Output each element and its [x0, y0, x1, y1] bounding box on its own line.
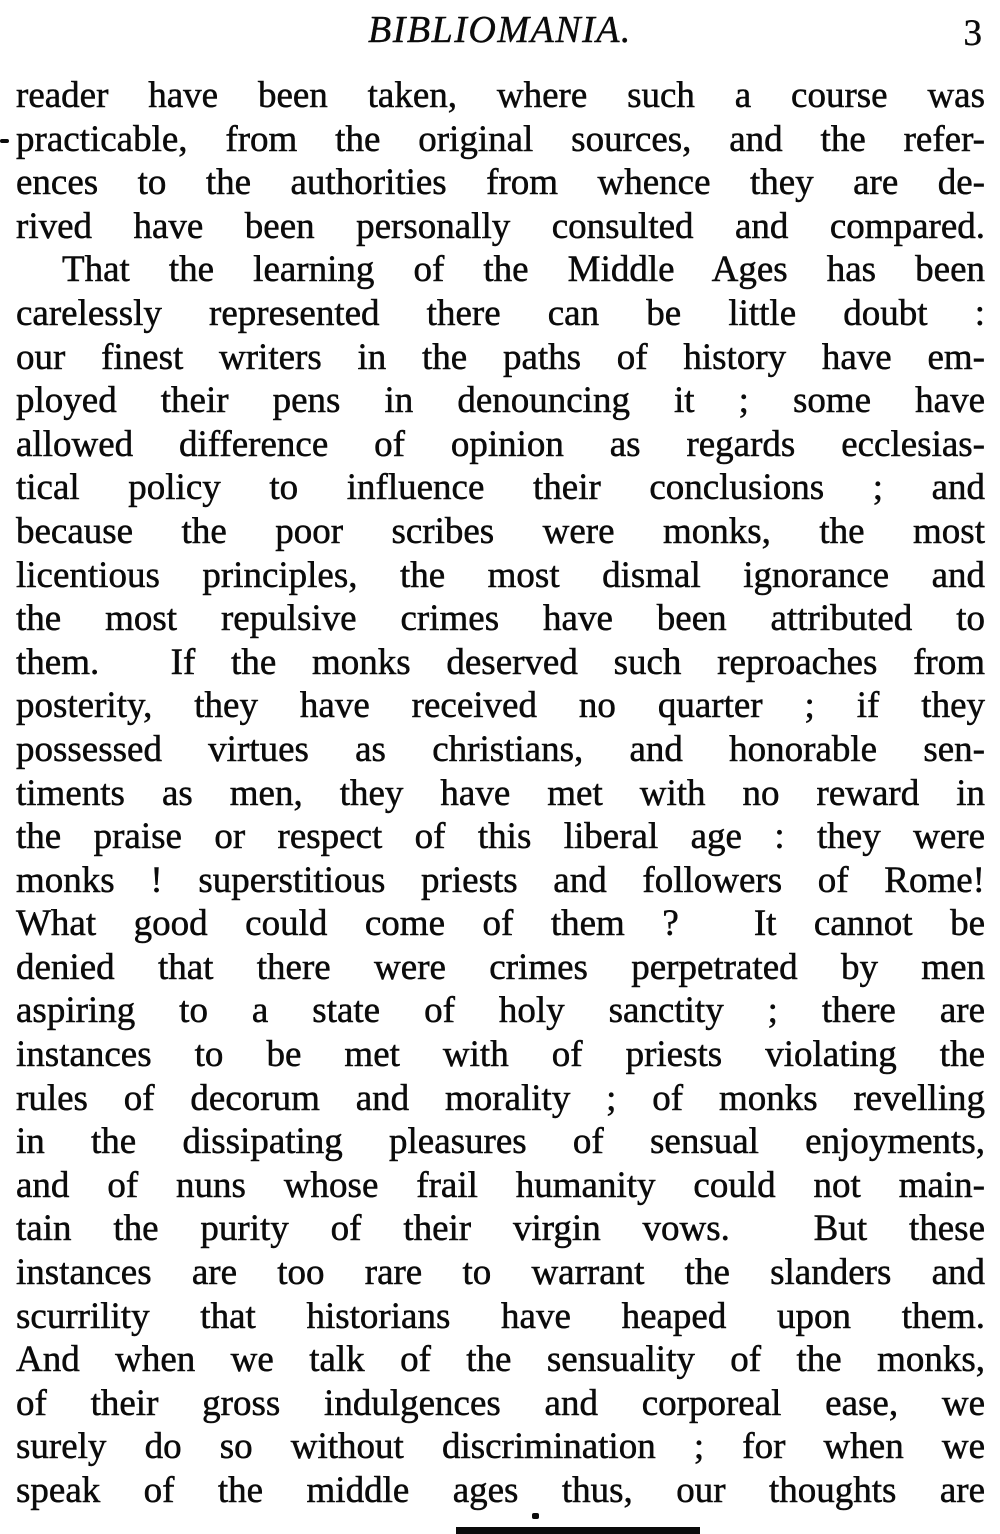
text-line: scurrility that historians have heaped upon them. [16, 1295, 985, 1337]
page-number: 3 [963, 13, 982, 54]
text-line: aspiring to a state of holy sanctity ; there are [16, 990, 985, 1032]
text-line: because the poor scribes were monks, the most [16, 510, 985, 552]
text-line: reader have been taken, where such a course was [16, 75, 985, 116]
scan-artifact-bar [456, 1527, 700, 1534]
text-line: practicable, from the original sources, and the refer- [16, 118, 985, 160]
text-line: And when we talk of the sensuality of the monks, [16, 1339, 985, 1381]
scan-speck-left-margin [0, 139, 9, 143]
text-line: monks ! superstitious priests and followers of Rome! [16, 859, 985, 901]
text-line: them. If the monks deserved such reproaches from [16, 641, 985, 683]
text-line: tain the purity of their virgin vows. But these [16, 1208, 985, 1250]
text-line: denied that there were crimes perpetrated by men [16, 946, 985, 988]
running-head [0, 8, 1000, 56]
text-line: our finest writers in the paths of history have em- [16, 336, 985, 378]
text-line: posterity, they have received no quarter ; if they [16, 685, 985, 727]
text-line: rived have been personally consulted and compared. [16, 205, 985, 247]
text-line: rules of decorum and morality ; of monks revelling [16, 1077, 985, 1119]
text-line: of their gross indulgences and corporeal ease, we [16, 1382, 985, 1424]
text-line: What good could come of them ? It cannot be [16, 903, 985, 945]
text-line: the most repulsive crimes have been attributed to [16, 598, 985, 640]
page-header-title: BIBLIOMANIA. [368, 9, 632, 51]
text-line: speak of the middle ages thus, our thoughts are [16, 1470, 985, 1511]
text-line: That the learning of the Middle Ages has been [62, 249, 985, 291]
text-line: carelessly represented there can be little doubt : [16, 292, 985, 334]
text-line: the praise or respect of this liberal age : they were [16, 816, 985, 858]
text-line: instances to be met with of priests violating the [16, 1034, 985, 1076]
text-line: instances are too rare to warrant the slanders and [16, 1252, 985, 1294]
scan-speck-bottom [532, 1513, 539, 1519]
text-line: ences to the authorities from whence they are de- [16, 162, 985, 204]
text-line: in the dissipating pleasures of sensual enjoyments, [16, 1121, 985, 1163]
text-line: possessed virtues as christians, and honorable sen- [16, 728, 985, 770]
text-line: allowed difference of opinion as regards ecclesias- [16, 423, 985, 465]
text-line: ployed their pens in denouncing it ; some have [16, 380, 985, 422]
text-line: tical policy to influence their conclusions ; and [16, 467, 985, 509]
text-line: licentious principles, the most dismal ignorance and [16, 554, 985, 596]
text-line: and of nuns whose frail humanity could not main- [16, 1164, 985, 1206]
text-line: timents as men, they have met with no reward in [16, 772, 985, 814]
body-text [16, 74, 985, 1513]
text-line: surely do so without discrimination ; for when we [16, 1426, 985, 1468]
